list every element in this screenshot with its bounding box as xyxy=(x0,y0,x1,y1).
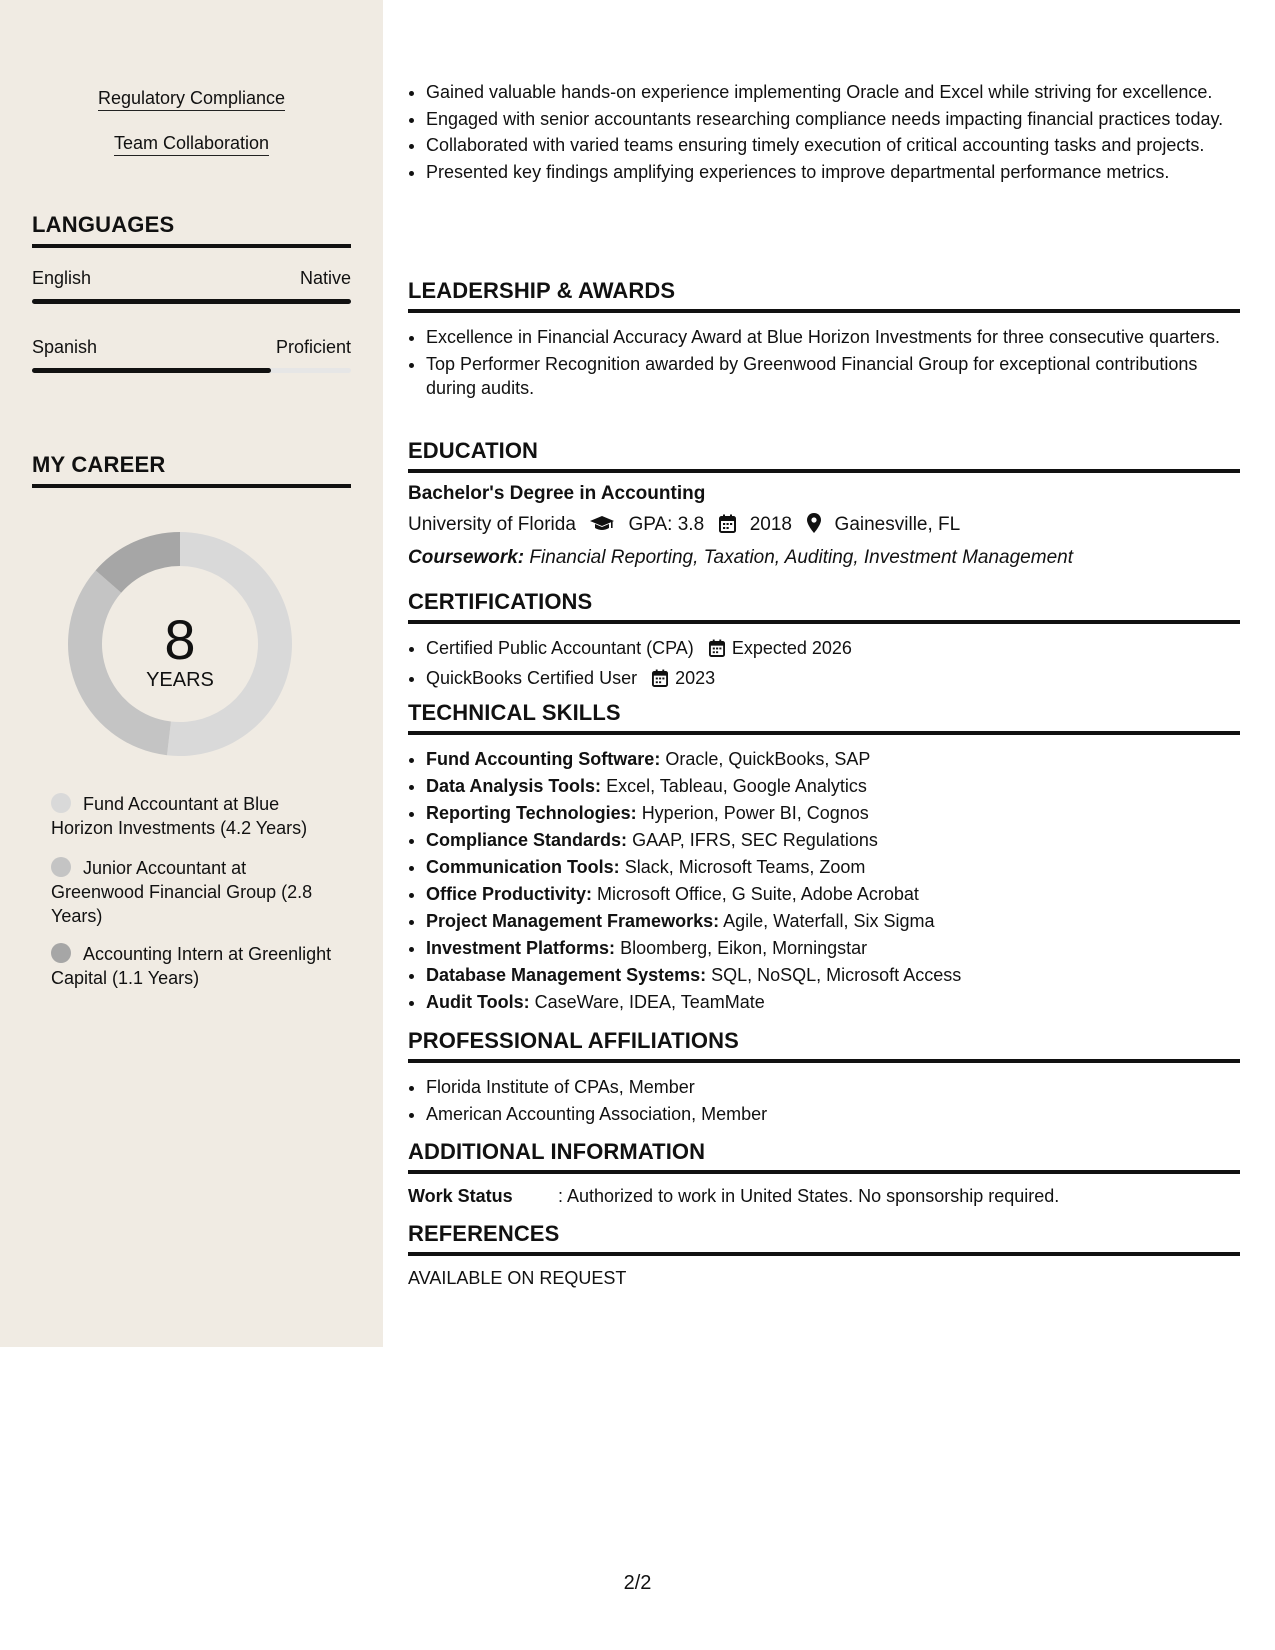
section-heading: EDUCATION xyxy=(408,438,1240,473)
certification-name: QuickBooks Certified User xyxy=(426,667,638,688)
school-name: University of Florida xyxy=(408,514,576,535)
career-total-unit: YEARS xyxy=(146,669,214,691)
graduation-year: 2018 xyxy=(749,514,792,535)
list-item: • Gained valuable hands-on experience implementing Oracle and Excel while striving for excellence. xyxy=(426,80,1240,105)
career-donut-chart xyxy=(62,526,298,762)
experience-bullets xyxy=(408,80,1240,186)
skill-value: Bloomberg, Eikon, Morningstar xyxy=(620,938,868,958)
list-item: • Collaborated with varied teams ensuring timely execution of critical accounting tasks and projects. xyxy=(426,133,1240,158)
list-item xyxy=(426,636,1240,664)
language-bar-english xyxy=(32,299,351,304)
section-heading: ADDITIONAL INFORMATION xyxy=(408,1139,1240,1174)
skill-label: Investment Platforms: xyxy=(426,938,616,958)
skill-value: Oracle, QuickBooks, SAP xyxy=(665,749,871,769)
donut-segment-2 xyxy=(68,570,171,755)
affiliations-section xyxy=(408,1028,1240,1128)
skill-value: Slack, Microsoft Teams, Zoom xyxy=(624,857,866,877)
language-name: English xyxy=(32,268,92,288)
certification-name: Certified Public Accountant (CPA) xyxy=(426,638,694,658)
list-item xyxy=(426,855,1240,880)
career-legend-item xyxy=(51,792,341,840)
legend-dot xyxy=(51,857,71,877)
skill-label: Fund Accounting Software: xyxy=(426,749,661,769)
list-item xyxy=(426,828,1240,853)
additional-info-section xyxy=(408,1139,1240,1207)
skill-value: CaseWare, IDEA, TeamMate xyxy=(534,992,765,1012)
references-text: AVAILABLE ON REQUEST xyxy=(408,1268,627,1288)
skill-label: Office Productivity: xyxy=(426,884,593,904)
section-heading: TECHNICAL SKILLS xyxy=(408,700,1240,735)
list-item: • Top Performer Recognition awarded by Greenwood Financial Group for exceptional contributions during audits. xyxy=(426,352,1240,401)
skill-label: Communication Tools: xyxy=(426,857,620,877)
list-item xyxy=(426,801,1240,826)
career-total-number: 8 xyxy=(164,608,196,671)
list-item: • American Accounting Association, Member xyxy=(426,1102,1240,1127)
coursework xyxy=(408,547,1240,569)
list-item xyxy=(426,666,1240,694)
list-item xyxy=(426,882,1240,907)
sidebar xyxy=(0,0,383,1347)
certification-date: Expected 2026 xyxy=(731,638,852,658)
gpa: GPA: 3.8 xyxy=(628,514,705,535)
list-item xyxy=(426,747,1240,772)
coursework-label: Coursework: xyxy=(408,547,525,568)
skill-label: Project Management Frameworks: xyxy=(426,911,720,931)
education-details xyxy=(408,513,1240,540)
leadership-section xyxy=(408,278,1240,403)
section-heading: REFERENCES xyxy=(408,1221,1240,1256)
skill-label: Reporting Technologies: xyxy=(426,803,637,823)
education-section xyxy=(408,438,1240,569)
section-heading: CERTIFICATIONS xyxy=(408,589,1240,624)
legend-dot xyxy=(51,943,71,963)
graduation-cap-icon xyxy=(589,515,615,540)
career-item-label: Junior Accountant at Greenwood Financial Group (2.8 Years) xyxy=(51,858,313,926)
skill-label: Data Analysis Tools: xyxy=(426,776,602,796)
language-name: Spanish xyxy=(32,337,98,357)
skill-value: Agile, Waterfall, Six Sigma xyxy=(723,911,935,931)
language-level: Proficient xyxy=(275,337,351,357)
calendar-icon xyxy=(719,514,736,540)
calendar-icon xyxy=(652,669,668,694)
work-status-value: : Authorized to work in United States. No sponsorship required. xyxy=(558,1186,1060,1206)
section-heading: LEADERSHIP & AWARDS xyxy=(408,278,1240,313)
work-status-label: Work Status xyxy=(408,1186,513,1206)
skill-value: Excel, Tableau, Google Analytics xyxy=(606,776,867,796)
career-heading: MY CAREER xyxy=(32,452,351,488)
list-item: • Engaged with senior accountants researching compliance needs impacting financial practices today. xyxy=(426,107,1240,132)
legend-dot xyxy=(51,793,71,813)
certifications-section xyxy=(408,589,1240,695)
work-status-row xyxy=(408,1186,1240,1207)
list-item: • Florida Institute of CPAs, Member xyxy=(426,1075,1240,1100)
list-item: • Presented key findings amplifying experiences to improve departmental performance metrics. xyxy=(426,160,1240,185)
skill-value: GAAP, IFRS, SEC Regulations xyxy=(632,830,878,850)
degree-title: Bachelor's Degree in Accounting xyxy=(408,483,706,504)
language-row xyxy=(32,337,351,358)
skill-regulatory-compliance: Regulatory Compliance xyxy=(0,88,383,109)
section-heading: PROFESSIONAL AFFILIATIONS xyxy=(408,1028,1240,1063)
career-legend-item xyxy=(51,856,341,928)
list-item xyxy=(426,936,1240,961)
list-item xyxy=(426,990,1240,1015)
skill-team-collaboration: Team Collaboration xyxy=(0,133,383,154)
skill-label: Database Management Systems: xyxy=(426,965,707,985)
references-section xyxy=(408,1221,1240,1289)
skill-label: Compliance Standards: xyxy=(426,830,628,850)
language-level: Native xyxy=(299,268,351,288)
skill-label: Audit Tools: xyxy=(426,992,530,1012)
career-item-label: Fund Accountant at Blue Horizon Investments (4.2 Years) xyxy=(51,794,308,838)
list-item xyxy=(426,963,1240,988)
technical-skills-section xyxy=(408,700,1240,1017)
career-item-label: Accounting Intern at Greenlight Capital (1.1 Years) xyxy=(51,944,332,988)
language-row xyxy=(32,268,351,289)
map-pin-icon xyxy=(807,513,821,540)
certification-date: 2023 xyxy=(675,667,716,688)
list-item: • Excellence in Financial Accuracy Award at Blue Horizon Investments for three consecutive quarters. xyxy=(426,325,1240,350)
skill-value: Hyperion, Power BI, Cognos xyxy=(641,803,869,823)
career-legend-item xyxy=(51,942,341,990)
language-bar-spanish xyxy=(32,368,351,373)
skill-value: SQL, NoSQL, Microsoft Access xyxy=(711,965,962,985)
list-item xyxy=(426,909,1240,934)
page-number: 2/2 xyxy=(623,1572,652,1594)
languages-heading: LANGUAGES xyxy=(32,212,351,248)
coursework-list: Financial Reporting, Taxation, Auditing, Investment Management xyxy=(529,547,1073,568)
calendar-icon xyxy=(709,639,725,664)
education-location: Gainesville, FL xyxy=(834,514,961,535)
skill-value: Microsoft Office, G Suite, Adobe Acrobat xyxy=(597,884,919,904)
list-item xyxy=(426,774,1240,799)
